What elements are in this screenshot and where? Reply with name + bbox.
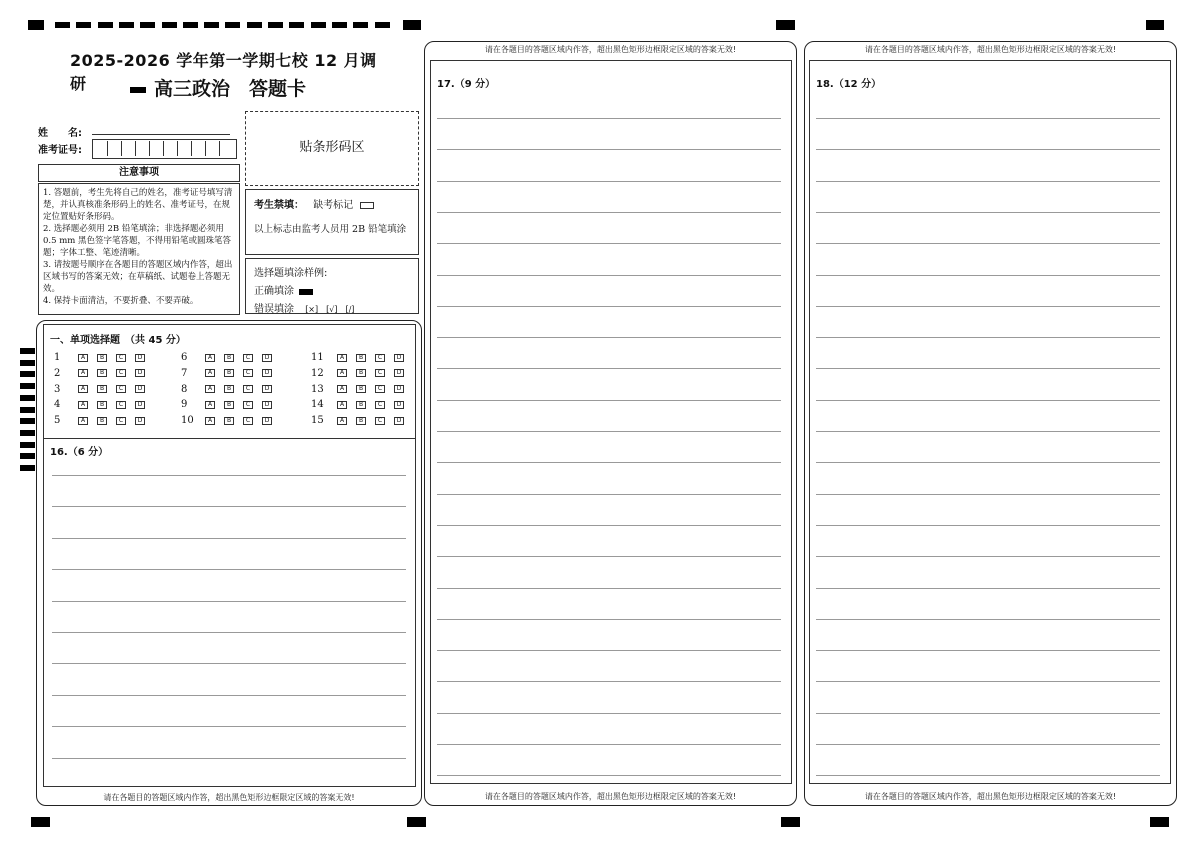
timing-mark-bottom-2	[407, 817, 426, 827]
id-field[interactable]	[92, 139, 237, 159]
name-label: 姓 名:	[38, 128, 82, 139]
answer-line[interactable]	[437, 619, 781, 620]
sample-wrong-label: 错误填涂	[254, 304, 294, 315]
timing-marks-top	[55, 20, 395, 30]
mc-question-number: 10	[181, 415, 194, 427]
mc-option-bubble[interactable]: B	[356, 354, 366, 362]
answer-line[interactable]	[52, 695, 406, 696]
mc-question-row	[181, 347, 281, 361]
timing-mark	[20, 348, 35, 354]
mc-option-bubble[interactable]: D	[394, 385, 404, 393]
mc-question-number: 6	[181, 352, 188, 363]
answer-line[interactable]	[816, 275, 1160, 276]
answer-line[interactable]	[437, 337, 781, 338]
mc-option-bubble[interactable]: D	[262, 401, 272, 409]
mc-question-number: 11	[311, 352, 324, 363]
absent-desc: 以上标志由监考人员用 2B 铅笔填涂	[254, 224, 407, 235]
answer-line[interactable]	[437, 368, 781, 369]
mc-option-bubble[interactable]: D	[394, 354, 404, 362]
id-digit-cell[interactable]	[108, 141, 122, 156]
mc-option-bubble[interactable]: A	[205, 369, 215, 377]
timing-mark	[20, 442, 35, 448]
mc-option-bubble[interactable]: C	[243, 369, 253, 377]
answer-line[interactable]	[816, 494, 1160, 495]
answer-line[interactable]	[437, 713, 781, 714]
notice-item-1: 1. 答题前，考生先将自己的姓名，准考证号填写清楚，并认真核准条形码上的姓名、准考证号，在规定位置贴好条形码。	[43, 188, 233, 222]
id-digit-cell[interactable]	[220, 141, 234, 156]
timing-mark	[332, 22, 347, 28]
mc-option-bubble[interactable]: B	[97, 385, 107, 393]
answer-line[interactable]	[816, 525, 1160, 526]
timing-mark	[55, 22, 70, 28]
answer-line[interactable]	[816, 650, 1160, 651]
mc-option-bubble[interactable]: A	[205, 417, 215, 425]
answer-line[interactable]	[816, 181, 1160, 182]
mc-option-bubble[interactable]: B	[356, 369, 366, 377]
mc-question-number: 4	[54, 399, 61, 411]
answer-line[interactable]	[816, 337, 1160, 338]
mc-option-bubble[interactable]: A	[205, 385, 215, 393]
mc-question-number: 7	[181, 367, 188, 379]
answer-line[interactable]	[437, 149, 781, 150]
notice-title: 注意事项	[38, 164, 240, 182]
absent-box	[245, 189, 419, 255]
timing-mark	[20, 360, 35, 366]
mc-question-number: 8	[181, 383, 188, 395]
answer-line[interactable]	[437, 681, 781, 682]
timing-mark	[183, 22, 198, 28]
timing-mark	[140, 22, 155, 28]
timing-mark	[119, 22, 134, 28]
timing-mark-bottom-3	[781, 817, 800, 827]
answer-line[interactable]	[816, 118, 1160, 119]
answer-line[interactable]	[816, 775, 1160, 776]
id-digit-cell[interactable]	[94, 141, 108, 156]
absent-label: 考生禁填：	[254, 200, 304, 211]
answer-line[interactable]	[437, 431, 781, 432]
mc-question-number: 15	[311, 415, 324, 427]
mc-option-bubble[interactable]: D	[394, 401, 404, 409]
mc-option-bubble[interactable]: C	[243, 385, 253, 393]
mc-option-bubble[interactable]: A	[337, 385, 347, 393]
mc-option-bubble[interactable]: D	[262, 385, 272, 393]
q18-section	[809, 60, 1171, 784]
mc-question-row	[311, 410, 413, 427]
mc-option-bubble[interactable]: C	[243, 354, 253, 362]
mc-option-bubble[interactable]: A	[205, 354, 215, 362]
timing-mark	[20, 407, 35, 413]
answer-line[interactable]	[437, 744, 781, 745]
sample-box	[245, 258, 419, 314]
answer-line[interactable]	[437, 400, 781, 401]
mc-question-row	[54, 379, 154, 393]
mc-question-row	[54, 410, 154, 427]
answer-line[interactable]	[816, 681, 1160, 682]
answer-line[interactable]	[52, 632, 406, 633]
mc-option-bubble[interactable]: A	[337, 401, 347, 409]
answer-line[interactable]	[52, 758, 406, 759]
timing-mark	[268, 22, 283, 28]
answer-line[interactable]	[816, 619, 1160, 620]
barcode-label: 贴条形码区	[299, 140, 365, 155]
answer-line[interactable]	[437, 650, 781, 651]
answer-line[interactable]	[437, 588, 781, 589]
name-field[interactable]	[92, 134, 230, 135]
mc-option-bubble[interactable]: D	[394, 369, 404, 377]
timing-mark	[20, 453, 35, 459]
mc-option-bubble[interactable]: A	[337, 354, 347, 362]
answer-line[interactable]	[816, 149, 1160, 150]
answer-line[interactable]	[816, 368, 1160, 369]
footer-note-left: 请在各题目的答题区域内作答，超出黑色矩形边框限定区域的答案无效!	[103, 793, 355, 802]
mc-option-bubble[interactable]: D	[135, 354, 145, 362]
mc-option-bubble[interactable]: D	[262, 417, 272, 425]
mc-option-bubble[interactable]: B	[356, 401, 366, 409]
id-digit-cell[interactable]	[206, 141, 220, 156]
answer-line[interactable]	[816, 243, 1160, 244]
notice-item-2: 2. 选择题必须用 2B 铅笔填涂；非选择题必须用 0.5 mm 黑色签字笔答题，不得用铅笔或圆珠笔答题；字体工整、笔迹清晰。	[43, 224, 232, 258]
mc-question-row	[54, 394, 154, 411]
mc-option-bubble[interactable]: B	[97, 369, 107, 377]
mc-question-number: 12	[311, 367, 324, 379]
mc-question-number: 5	[54, 415, 61, 427]
answer-line[interactable]	[437, 181, 781, 182]
answer-line[interactable]	[437, 494, 781, 495]
sample-title: 选择题填涂样例:	[254, 268, 328, 279]
mc-option-bubble[interactable]: C	[375, 385, 385, 393]
sample-correct-mark	[299, 289, 313, 295]
timing-mark	[20, 465, 35, 471]
answer-line[interactable]	[816, 713, 1160, 714]
mc-option-bubble[interactable]: D	[394, 417, 404, 425]
timing-mark-top-2	[403, 20, 421, 30]
mc-option-bubble[interactable]: A	[78, 401, 88, 409]
answer-line[interactable]	[816, 556, 1160, 557]
mc-option-bubble[interactable]: B	[97, 401, 107, 409]
notice-item-3: 3. 请按题号顺序在各题目的答题区域内作答，超出区域书写的答案无效；在草稿纸、试题卷上答题无效。	[43, 260, 233, 294]
mc-question-row	[311, 394, 413, 411]
notice-box	[38, 183, 240, 315]
answer-line[interactable]	[52, 569, 406, 570]
timing-mark	[20, 395, 35, 401]
notice-item-4: 4. 保持卡面清洁，不要折叠、不要弄破。	[43, 296, 199, 306]
mc-question-row	[181, 379, 281, 393]
answer-line[interactable]	[816, 431, 1160, 432]
answer-line[interactable]	[52, 601, 406, 602]
mc-question-row	[181, 410, 281, 427]
mc-option-bubble[interactable]: A	[78, 354, 88, 362]
mc-option-bubble[interactable]: D	[262, 369, 272, 377]
timing-mark	[375, 22, 390, 28]
id-label: 准考证号:	[38, 145, 82, 156]
page-subtitle: 高三政治 答题卡	[130, 74, 306, 101]
sample-wrong-marks: [×] [√] [/]	[305, 305, 355, 314]
mc-option-bubble[interactable]: C	[375, 401, 385, 409]
timing-mark	[204, 22, 219, 28]
mc-option-bubble[interactable]: A	[78, 369, 88, 377]
timing-mark	[162, 22, 177, 28]
timing-mark-top-4	[1146, 20, 1164, 30]
id-digit-cell[interactable]	[136, 141, 150, 156]
id-digit-cell[interactable]	[192, 141, 206, 156]
answer-line[interactable]	[52, 475, 406, 476]
barcode-area	[245, 111, 419, 186]
mc-option-bubble[interactable]: A	[78, 385, 88, 393]
timing-mark	[20, 371, 35, 377]
mc-question-row	[181, 394, 281, 411]
mc-option-bubble[interactable]: C	[116, 401, 126, 409]
timing-mark	[225, 22, 240, 28]
answer-line[interactable]	[437, 118, 781, 119]
mc-option-bubble[interactable]: B	[224, 369, 234, 377]
timing-mark	[20, 418, 35, 424]
timing-mark-top-3	[776, 20, 795, 30]
q16-title: 16.（6 分）	[50, 447, 109, 458]
answer-line[interactable]	[52, 726, 406, 727]
timing-mark	[247, 22, 262, 28]
mc-option-bubble[interactable]: B	[224, 417, 234, 425]
mc-question-number: 2	[54, 367, 61, 379]
answer-line[interactable]	[437, 462, 781, 463]
mc-option-bubble[interactable]: B	[224, 401, 234, 409]
mc-question-number: 3	[54, 383, 61, 395]
mc-option-bubble[interactable]: C	[116, 369, 126, 377]
timing-mark-bottom-1	[31, 817, 50, 827]
answer-line[interactable]	[816, 212, 1160, 213]
footer-note-right: 请在各题目的答题区域内作答，超出黑色矩形边框限定区域的答案无效!	[864, 792, 1117, 801]
answer-line[interactable]	[52, 506, 406, 507]
mc-option-bubble[interactable]: B	[97, 354, 107, 362]
mc-option-bubble[interactable]: C	[375, 354, 385, 362]
answer-line[interactable]	[816, 462, 1160, 463]
absent-mark-label: 缺考标记	[313, 200, 354, 211]
mc-option-bubble[interactable]: A	[337, 417, 347, 425]
mc-option-bubble[interactable]: C	[116, 354, 126, 362]
page-title: 2025-2026 学年第一学期七校 12 月调研	[70, 51, 377, 93]
footer-note-middle: 请在各题目的答题区域内作答，超出黑色矩形边框限定区域的答案无效!	[484, 792, 737, 801]
mc-question-row	[181, 363, 281, 377]
timing-mark	[311, 22, 326, 28]
mc-question-row	[311, 347, 413, 361]
mc-option-bubble[interactable]: C	[116, 417, 126, 425]
mc-title: 一、单项选择题 （共 45 分）	[50, 335, 186, 346]
mc-question-number: 14	[311, 399, 324, 411]
answer-line[interactable]	[437, 556, 781, 557]
timing-mark	[289, 22, 304, 28]
id-digit-cell[interactable]	[164, 141, 178, 156]
q16-section	[43, 438, 416, 787]
mc-option-bubble[interactable]: C	[375, 369, 385, 377]
id-digit-cell[interactable]	[150, 141, 164, 156]
mc-question-row	[54, 347, 154, 361]
mc-option-bubble[interactable]: A	[78, 417, 88, 425]
mc-option-bubble[interactable]: C	[116, 385, 126, 393]
q17-title: 17.（9 分）	[437, 79, 496, 90]
q17-section	[430, 60, 792, 784]
mc-section	[43, 324, 416, 439]
timing-mark	[20, 383, 35, 389]
answer-line[interactable]	[437, 212, 781, 213]
answer-line[interactable]	[437, 275, 781, 276]
answer-line[interactable]	[816, 306, 1160, 307]
mc-option-bubble[interactable]: C	[375, 417, 385, 425]
answer-line[interactable]	[52, 663, 406, 664]
timing-mark-bottom-4	[1150, 817, 1169, 827]
answer-line[interactable]	[437, 525, 781, 526]
mc-option-bubble[interactable]: D	[135, 401, 145, 409]
mc-question-number: 1	[54, 352, 61, 363]
answer-line[interactable]	[816, 400, 1160, 401]
mc-question-number: 9	[181, 399, 188, 411]
mc-question-row	[311, 363, 413, 377]
mc-option-bubble[interactable]: D	[135, 369, 145, 377]
answer-line[interactable]	[816, 588, 1160, 589]
timing-mark	[98, 22, 113, 28]
mc-option-bubble[interactable]: D	[262, 354, 272, 362]
answer-line[interactable]	[437, 306, 781, 307]
timing-mark-top-left	[28, 20, 44, 30]
mc-option-bubble[interactable]: B	[356, 417, 366, 425]
mc-option-bubble[interactable]: D	[135, 417, 145, 425]
mc-option-bubble[interactable]: B	[97, 417, 107, 425]
timing-mark	[76, 22, 91, 28]
answer-line[interactable]	[437, 243, 781, 244]
header-note-middle: 请在各题目的答题区域内作答，超出黑色矩形边框限定区域的答案无效!	[484, 45, 737, 54]
mc-question-row	[54, 363, 154, 377]
id-digit-cell[interactable]	[122, 141, 136, 156]
mc-question-number: 13	[311, 383, 324, 395]
mc-option-bubble[interactable]: B	[224, 354, 234, 362]
answer-line[interactable]	[816, 744, 1160, 745]
mc-option-bubble[interactable]: B	[356, 385, 366, 393]
id-digit-cell[interactable]	[178, 141, 192, 156]
timing-marks-left	[20, 348, 36, 478]
absent-mark-checkbox[interactable]	[360, 202, 374, 209]
timing-mark	[20, 430, 35, 436]
mc-option-bubble[interactable]: C	[243, 417, 253, 425]
mc-option-bubble[interactable]: D	[135, 385, 145, 393]
mc-option-bubble[interactable]: A	[205, 401, 215, 409]
header-note-right: 请在各题目的答题区域内作答，超出黑色矩形边框限定区域的答案无效!	[864, 45, 1117, 54]
answer-line[interactable]	[52, 538, 406, 539]
mc-option-bubble[interactable]: A	[337, 369, 347, 377]
answer-line[interactable]	[437, 775, 781, 776]
q18-title: 18.（12 分）	[816, 79, 882, 90]
mc-option-bubble[interactable]: C	[243, 401, 253, 409]
sample-correct-label: 正确填涂	[254, 286, 294, 297]
mc-question-row	[311, 379, 413, 393]
mc-option-bubble[interactable]: B	[224, 385, 234, 393]
timing-mark	[353, 22, 368, 28]
